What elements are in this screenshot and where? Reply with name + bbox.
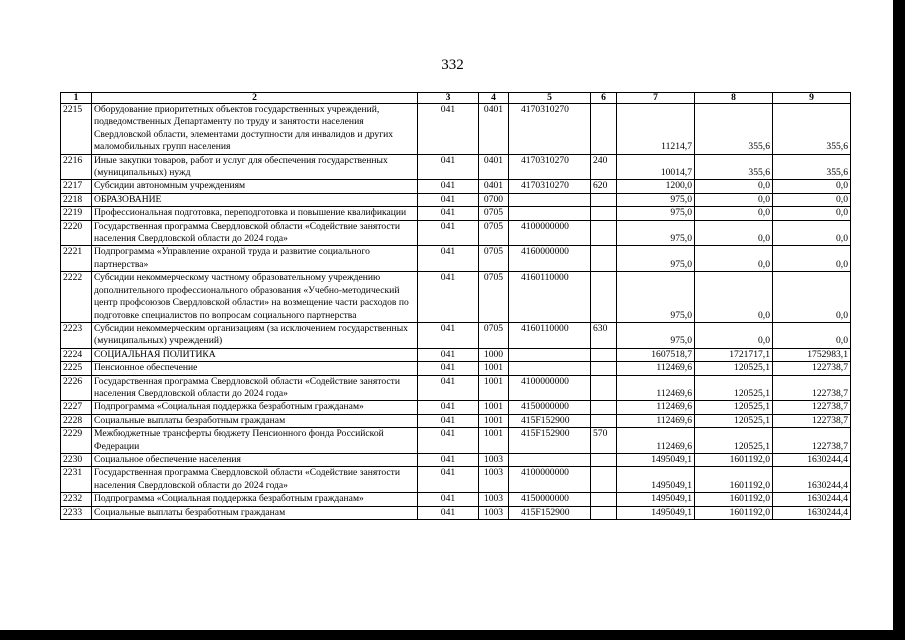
column-header: 2: [92, 93, 418, 104]
row-name: Подпрограмма «Социальная поддержка безработным гражданам»: [92, 401, 418, 414]
row-number: 2233: [61, 506, 92, 519]
section-code: 1001: [479, 362, 509, 375]
row-name: Субсидии некоммерческому частному образовательному учреждению дополнительного профессионального образования «Учебно-методический центр профсоюзов Свердловской области» на возмещение части расходов по подготовке специалистов по вопросам социального партнерства: [92, 272, 418, 323]
row-name: Пенсионное обеспечение: [92, 362, 418, 375]
row-name: Государственная программа Свердловской области «Содействие занятости населения Свердловской области до 2024 года»: [92, 375, 418, 401]
amount-year-3: 0,0: [773, 322, 851, 348]
section-code: 0401: [479, 154, 509, 180]
target-article-code: 415F152900: [509, 414, 591, 427]
ministry-code: 041: [418, 272, 479, 323]
amount-year-2: 1601192,0: [695, 493, 773, 506]
target-article-code: 4100000000: [509, 220, 591, 246]
expense-type-code: [591, 493, 617, 506]
row-number: 2224: [61, 348, 92, 361]
table-row: [61, 506, 851, 519]
section-code: 1001: [479, 375, 509, 401]
amount-year-3: 1630244,4: [773, 506, 851, 519]
amount-year-1: 975,0: [617, 193, 695, 206]
table-row: [61, 348, 851, 361]
amount-year-1: 1495049,1: [617, 467, 695, 493]
table-row: [61, 246, 851, 272]
table-row: [61, 414, 851, 427]
ministry-code: 041: [418, 401, 479, 414]
table-row: [61, 401, 851, 414]
ministry-code: 041: [418, 246, 479, 272]
amount-year-1: 1495049,1: [617, 453, 695, 466]
table-row: [61, 428, 851, 454]
amount-year-3: 122738,7: [773, 362, 851, 375]
row-number: 2219: [61, 207, 92, 220]
amount-year-1: 1495049,1: [617, 506, 695, 519]
amount-year-2: 0,0: [695, 322, 773, 348]
ministry-code: 041: [418, 322, 479, 348]
amount-year-3: 122738,7: [773, 414, 851, 427]
ministry-code: 041: [418, 348, 479, 361]
expense-type-code: [591, 362, 617, 375]
amount-year-1: 112469,6: [617, 375, 695, 401]
amount-year-3: 355,6: [773, 104, 851, 155]
amount-year-3: 1630244,4: [773, 493, 851, 506]
table-row: [61, 180, 851, 193]
table-row: [61, 220, 851, 246]
section-code: 1003: [479, 453, 509, 466]
amount-year-3: 122738,7: [773, 375, 851, 401]
target-article-code: 4170310270: [509, 180, 591, 193]
amount-year-3: 0,0: [773, 246, 851, 272]
amount-year-3: 0,0: [773, 272, 851, 323]
target-article-code: 4100000000: [509, 467, 591, 493]
amount-year-2: 120525,1: [695, 428, 773, 454]
amount-year-2: 120525,1: [695, 401, 773, 414]
row-name: Подпрограмма «Управление охраной труда и развитие социального партнерства»: [92, 246, 418, 272]
row-name: Межбюджетные трансферты бюджету Пенсионного фонда Российской Федерации: [92, 428, 418, 454]
column-header: 4: [479, 93, 509, 104]
expense-type-code: 570: [591, 428, 617, 454]
amount-year-3: 1630244,4: [773, 453, 851, 466]
expense-type-code: 240: [591, 154, 617, 180]
amount-year-2: 355,6: [695, 154, 773, 180]
section-code: 1000: [479, 348, 509, 361]
amount-year-1: 1495049,1: [617, 493, 695, 506]
row-name: Социальные выплаты безработным гражданам: [92, 506, 418, 519]
expense-type-code: [591, 414, 617, 427]
column-header: 6: [591, 93, 617, 104]
amount-year-1: 112469,6: [617, 401, 695, 414]
amount-year-1: 975,0: [617, 246, 695, 272]
amount-year-1: 975,0: [617, 272, 695, 323]
target-article-code: 415F152900: [509, 428, 591, 454]
section-code: 0705: [479, 246, 509, 272]
target-article-code: 4100000000: [509, 375, 591, 401]
section-code: 1003: [479, 506, 509, 519]
column-header: 9: [773, 93, 851, 104]
target-article-code: [509, 207, 591, 220]
amount-year-3: 1630244,4: [773, 467, 851, 493]
ministry-code: 041: [418, 453, 479, 466]
row-name: Государственная программа Свердловской области «Содействие занятости населения Свердловской области до 2024 года»: [92, 220, 418, 246]
row-name: Профессиональная подготовка, переподготовка и повышение квалификации: [92, 207, 418, 220]
amount-year-3: 122738,7: [773, 401, 851, 414]
amount-year-3: 0,0: [773, 207, 851, 220]
amount-year-3: 0,0: [773, 220, 851, 246]
expense-type-code: [591, 348, 617, 361]
amount-year-2: 355,6: [695, 104, 773, 155]
amount-year-2: 1601192,0: [695, 506, 773, 519]
row-number: 2223: [61, 322, 92, 348]
amount-year-2: 1721717,1: [695, 348, 773, 361]
amount-year-3: 0,0: [773, 193, 851, 206]
row-name: Государственная программа Свердловской области «Содействие занятости населения Свердловской области до 2024 года»: [92, 467, 418, 493]
amount-year-1: 11214,7: [617, 104, 695, 155]
target-article-code: 4170310270: [509, 154, 591, 180]
amount-year-1: 112469,6: [617, 428, 695, 454]
amount-year-3: 0,0: [773, 180, 851, 193]
row-name: Субсидии автономным учреждениям: [92, 180, 418, 193]
expense-type-code: [591, 453, 617, 466]
amount-year-2: 1601192,0: [695, 467, 773, 493]
page-number: 332: [441, 57, 464, 73]
row-name: Социальные выплаты безработным гражданам: [92, 414, 418, 427]
row-number: 2217: [61, 180, 92, 193]
ministry-code: 041: [418, 220, 479, 246]
amount-year-1: 112469,6: [617, 414, 695, 427]
row-number: 2226: [61, 375, 92, 401]
target-article-code: 4160110000: [509, 272, 591, 323]
section-code: 0705: [479, 220, 509, 246]
table-row: [61, 362, 851, 375]
ministry-code: 041: [418, 493, 479, 506]
row-name: Иные закупки товаров, работ и услуг для обеспечения государственных (муниципальных) нужд: [92, 154, 418, 180]
amount-year-2: 120525,1: [695, 414, 773, 427]
amount-year-1: 10014,7: [617, 154, 695, 180]
expense-type-code: [591, 193, 617, 206]
amount-year-3: 1752983,1: [773, 348, 851, 361]
expense-type-code: [591, 220, 617, 246]
section-code: 0700: [479, 193, 509, 206]
amount-year-2: 1601192,0: [695, 453, 773, 466]
row-name: Субсидии некоммерческим организациям (за исключением государственных (муниципальных) учреждений): [92, 322, 418, 348]
amount-year-2: 0,0: [695, 246, 773, 272]
ministry-code: 041: [418, 375, 479, 401]
amount-year-1: 975,0: [617, 207, 695, 220]
ministry-code: 041: [418, 414, 479, 427]
row-name: СОЦИАЛЬНАЯ ПОЛИТИКА: [92, 348, 418, 361]
target-article-code: [509, 348, 591, 361]
table-header-row: [61, 93, 851, 104]
expense-type-code: [591, 506, 617, 519]
row-number: 2216: [61, 154, 92, 180]
amount-year-2: 120525,1: [695, 375, 773, 401]
amount-year-1: 1607518,7: [617, 348, 695, 361]
ministry-code: 041: [418, 506, 479, 519]
expense-type-code: 630: [591, 322, 617, 348]
expense-type-code: [591, 272, 617, 323]
table-row: [61, 322, 851, 348]
table-row: [61, 467, 851, 493]
target-article-code: 4150000000: [509, 493, 591, 506]
table-row: [61, 375, 851, 401]
table-row: [61, 453, 851, 466]
ministry-code: 041: [418, 193, 479, 206]
table-row: [61, 272, 851, 323]
target-article-code: [509, 453, 591, 466]
table-row: [61, 493, 851, 506]
section-code: 1003: [479, 493, 509, 506]
amount-year-2: 0,0: [695, 272, 773, 323]
section-code: 0401: [479, 104, 509, 155]
section-code: 1003: [479, 467, 509, 493]
amount-year-2: 120525,1: [695, 362, 773, 375]
row-number: 2225: [61, 362, 92, 375]
section-code: 0401: [479, 180, 509, 193]
budget-table: [60, 92, 851, 520]
row-number: 2221: [61, 246, 92, 272]
column-header: 8: [695, 93, 773, 104]
ministry-code: 041: [418, 428, 479, 454]
column-header: 7: [617, 93, 695, 104]
row-number: 2220: [61, 220, 92, 246]
target-article-code: 4160000000: [509, 246, 591, 272]
scan-edge-right: [893, 0, 905, 640]
section-code: 0705: [479, 272, 509, 323]
amount-year-2: 0,0: [695, 180, 773, 193]
section-code: 0705: [479, 322, 509, 348]
target-article-code: 4170310270: [509, 104, 591, 155]
table-row: [61, 104, 851, 155]
expense-type-code: [591, 467, 617, 493]
target-article-code: 4150000000: [509, 401, 591, 414]
row-number: 2218: [61, 193, 92, 206]
amount-year-1: 975,0: [617, 322, 695, 348]
ministry-code: 041: [418, 467, 479, 493]
ministry-code: 041: [418, 180, 479, 193]
ministry-code: 041: [418, 154, 479, 180]
ministry-code: 041: [418, 207, 479, 220]
amount-year-1: 975,0: [617, 220, 695, 246]
row-number: 2231: [61, 467, 92, 493]
table-row: [61, 207, 851, 220]
row-name: Социальное обеспечение населения: [92, 453, 418, 466]
scan-edge-bottom: [0, 630, 905, 640]
amount-year-1: 112469,6: [617, 362, 695, 375]
column-header: 1: [61, 93, 92, 104]
amount-year-2: 0,0: [695, 220, 773, 246]
row-number: 2229: [61, 428, 92, 454]
amount-year-3: 122738,7: [773, 428, 851, 454]
row-name: ОБРАЗОВАНИЕ: [92, 193, 418, 206]
ministry-code: 041: [418, 362, 479, 375]
row-number: 2232: [61, 493, 92, 506]
section-code: 1001: [479, 428, 509, 454]
ministry-code: 041: [418, 104, 479, 155]
row-number: 2227: [61, 401, 92, 414]
section-code: 1001: [479, 401, 509, 414]
amount-year-3: 355,6: [773, 154, 851, 180]
amount-year-2: 0,0: [695, 207, 773, 220]
column-header: 3: [418, 93, 479, 104]
table-body: [61, 104, 851, 520]
row-number: 2222: [61, 272, 92, 323]
target-article-code: [509, 362, 591, 375]
row-number: 2228: [61, 414, 92, 427]
expense-type-code: [591, 401, 617, 414]
table-row: [61, 154, 851, 180]
expense-type-code: [591, 246, 617, 272]
expense-type-code: [591, 207, 617, 220]
row-number: 2230: [61, 453, 92, 466]
amount-year-1: 1200,0: [617, 180, 695, 193]
section-code: 0705: [479, 207, 509, 220]
row-number: 2215: [61, 104, 92, 155]
target-article-code: 4160110000: [509, 322, 591, 348]
target-article-code: [509, 193, 591, 206]
row-name: Оборудование приоритетных объектов государственных учреждений, подведомственных Департаменту по труду и занятости населения Свердловской области, элементами доступности для инвалидов и других маломобильных групп населения: [92, 104, 418, 155]
expense-type-code: 620: [591, 180, 617, 193]
expense-type-code: [591, 375, 617, 401]
table-row: [61, 193, 851, 206]
section-code: 1001: [479, 414, 509, 427]
amount-year-2: 0,0: [695, 193, 773, 206]
column-header: 5: [509, 93, 591, 104]
row-name: Подпрограмма «Социальная поддержка безработным гражданам»: [92, 493, 418, 506]
target-article-code: 415F152900: [509, 506, 591, 519]
expense-type-code: [591, 104, 617, 155]
